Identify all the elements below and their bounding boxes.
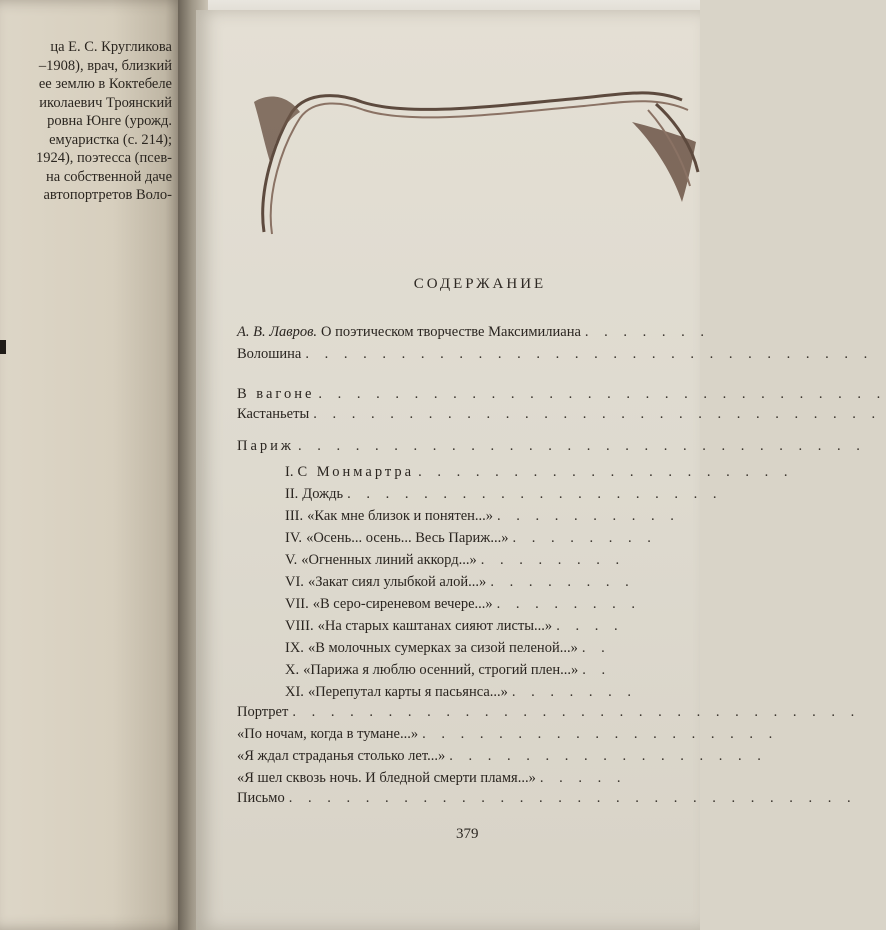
toc-title: С Монмартра xyxy=(297,464,415,480)
section-number: X. xyxy=(285,662,300,678)
dot-leader: . . . . . . . . xyxy=(480,552,626,568)
toc-subentry[interactable] xyxy=(237,684,700,704)
dot-leader: . . . . . . . . xyxy=(490,574,635,590)
left-page-mark xyxy=(0,340,6,354)
toc-title: «Я шел сквозь ночь. И бледной смерти пламя...» xyxy=(237,770,536,786)
toc-title: «Закат сиял улыбкой алой...» xyxy=(307,574,487,590)
toc-entry[interactable] xyxy=(237,726,779,746)
toc-title: Портрет xyxy=(237,704,289,720)
toc-entry[interactable] xyxy=(237,770,700,790)
toc-title: Париж xyxy=(237,438,294,454)
dot-leader: . . . . . . . . . . . . . . . . . . . . . . . . . . . . . . xyxy=(297,438,866,454)
toc-entry[interactable] xyxy=(237,790,857,810)
dot-leader: . . . . . . . xyxy=(584,324,711,340)
left-page-line: ровна Юнге (урожд. xyxy=(47,113,172,129)
section-number: VII. xyxy=(285,596,309,612)
toc-title: «Я ждал страданья столько лет...» xyxy=(237,748,446,764)
toc-subentry[interactable] xyxy=(237,552,700,572)
toc-title: «Осень... осень... Весь Париж...» xyxy=(306,530,509,546)
toc-title: «В серо-сиреневом вечере...» xyxy=(312,596,493,612)
section-number: IV. xyxy=(285,530,303,546)
dot-leader: . . . . . . . . . . . . . . . . . . . xyxy=(422,726,779,742)
section-number: IX. xyxy=(285,640,304,656)
left-page-line: автопортретов Воло- xyxy=(43,187,172,203)
left-page-line: иколаевич Троянский xyxy=(39,94,172,111)
toc-entry[interactable] xyxy=(237,704,861,724)
toc-entry[interactable] xyxy=(237,386,886,406)
dot-leader: . . . . . . . . xyxy=(512,530,657,546)
toc-subentry[interactable] xyxy=(237,596,700,616)
toc-subentry[interactable] xyxy=(237,618,700,638)
dot-leader: . . . . . . . . xyxy=(496,596,642,612)
section-number: XI. xyxy=(285,684,304,700)
toc-title: «По ночам, когда в тумане...» xyxy=(237,726,419,742)
toc-entry[interactable] xyxy=(237,406,882,426)
dot-leader: . . xyxy=(582,662,612,678)
dot-leader: . . . . . . . . . . xyxy=(497,508,680,524)
dot-leader: . . . . . . . . . . . . . . . . . . . . . . . . . . . . . . xyxy=(292,704,861,720)
toc-title: «Парижа я люблю осенний, строгий плен...» xyxy=(303,662,579,678)
toc-title: Письмо xyxy=(237,790,285,806)
left-page-text xyxy=(0,38,178,205)
toc-subentry[interactable] xyxy=(237,464,794,484)
toc-subentry[interactable] xyxy=(237,486,723,506)
toc-title: Дождь xyxy=(302,486,344,502)
section-number: VIII. xyxy=(285,618,314,634)
left-page-line: 1924), поэтесса (псев- xyxy=(35,150,172,166)
dot-leader: . . . . . . . . . . . . . . . . . . . . . . . . . . . . . . xyxy=(313,406,882,422)
toc-title: «На старых каштанах сияют листы...» xyxy=(317,618,553,634)
toc-title: «Огненных линий аккорд...» xyxy=(301,552,477,568)
contents-heading: СОДЕРЖАНИЕ xyxy=(413,276,547,292)
left-page xyxy=(0,0,188,930)
dot-leader: . . . . . . . . . . . . . . . . . . . . xyxy=(418,464,794,480)
toc-subentry[interactable] xyxy=(237,574,700,594)
toc-subentry[interactable] xyxy=(237,508,700,528)
left-page-line: ца Е. С. Кругликова xyxy=(50,39,172,55)
toc-title: «В молочных сумерках за сизой пеленой...» xyxy=(307,640,578,656)
page-number: 379 xyxy=(456,826,479,842)
left-page-line: емуаристка (с. 214); xyxy=(49,131,172,148)
toc-subentry[interactable] xyxy=(237,530,700,550)
toc-subentry[interactable] xyxy=(237,662,700,682)
toc-author: А. В. Лавров. xyxy=(237,324,317,340)
toc-title: «Перепутал карты я пасьянса...» xyxy=(307,684,508,700)
dot-leader: . . . . . . . . . . . . . . . . . xyxy=(449,748,767,764)
section-number: I. xyxy=(285,464,294,480)
toc-entry[interactable] xyxy=(237,748,767,768)
section-number: VI. xyxy=(285,574,304,590)
section-number: II. xyxy=(285,486,299,502)
toc-title: О поэтическом творчестве Максимилиана xyxy=(321,324,581,340)
dot-leader: . . . . . . . xyxy=(511,684,638,700)
toc-title: «Как мне близок и понятен...» xyxy=(307,508,494,524)
toc-title: В вагоне xyxy=(237,386,315,402)
ornament-header xyxy=(252,82,700,242)
dot-leader: . . . . xyxy=(556,618,624,634)
dot-leader: . . . . . . . . . . . . . . . . . . . . . . . . . . . . . . xyxy=(305,346,874,362)
dot-leader: . . . . . . . . . . . . . . . . . . . . . . . . . . . . . . xyxy=(318,386,886,402)
toc-entry[interactable] xyxy=(237,438,866,458)
dot-leader: . . . . . xyxy=(539,770,627,786)
section-number: V. xyxy=(285,552,298,568)
dot-leader: . . xyxy=(581,640,611,656)
dot-leader: . . . . . . . . . . . . . . . . . . . . xyxy=(347,486,723,502)
toc-title: Кастаньеты xyxy=(237,406,310,422)
toc-entry-intro-continued xyxy=(237,346,874,366)
toc-title: Волошина xyxy=(237,346,302,362)
dot-leader: . . . . . . . . . . . . . . . . . . . . . . . . . . . . . . xyxy=(288,790,857,806)
toc-entry-intro[interactable] xyxy=(237,324,711,344)
section-number: III. xyxy=(285,508,304,524)
left-page-line: ее землю в Коктебеле xyxy=(38,76,172,92)
left-page-line: на собственной даче xyxy=(46,168,172,185)
toc-subentry[interactable] xyxy=(237,640,700,660)
left-page-line: –1908), врач, близкий xyxy=(38,57,172,74)
